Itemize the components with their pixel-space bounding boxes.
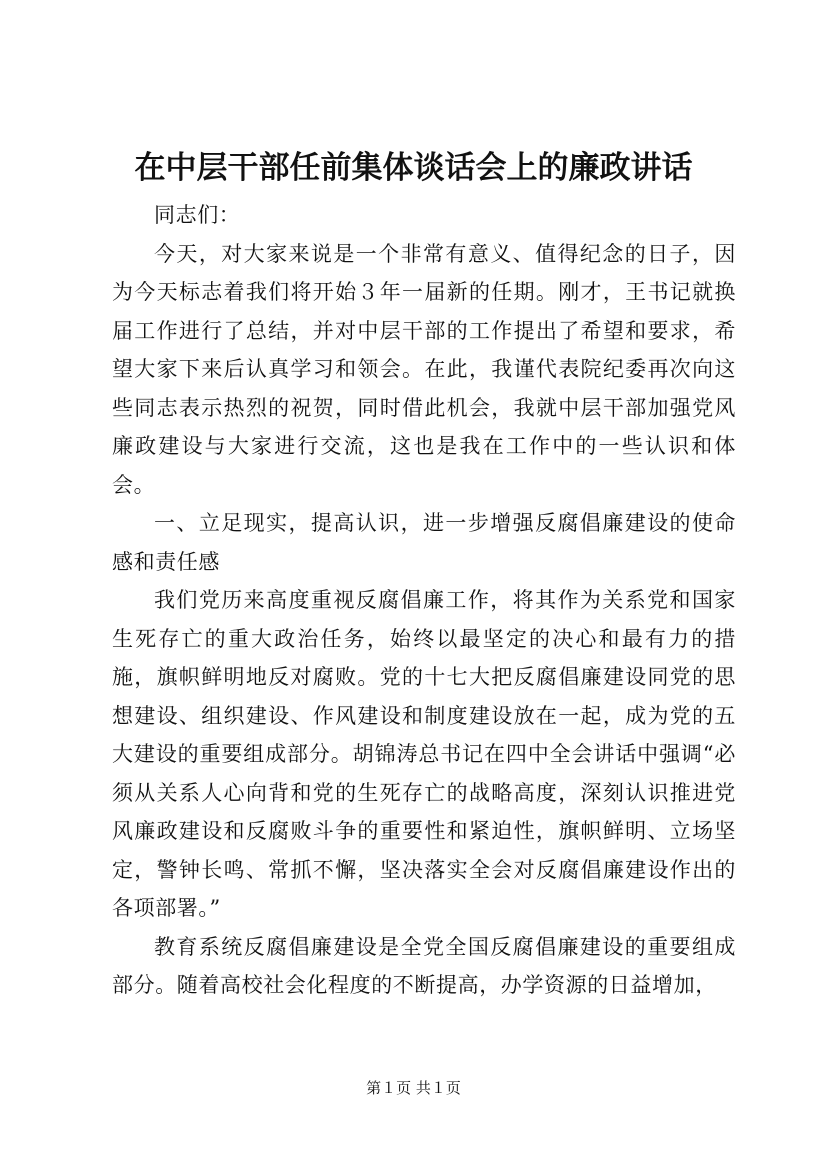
document-title: 在中层干部任前集体谈话会上的廉政讲话 [134, 150, 693, 186]
salutation-paragraph: 同志们： [154, 203, 241, 227]
page-number-footer: 第１页 共１页 [366, 1079, 461, 1097]
document-body [112, 196, 736, 1005]
intro-paragraph: 今天，对大家来说是一个非常有意义、值得纪念的日子，因为今天标志着我们将开始３年一届新的任期。刚才，王书记就换届工作进行了总结，并对中层干部的工作提出了希望和要求，希望大家下来后认真学习和领会。在此，我谨代表院纪委再次向这些同志表示热烈的祝贺，同时借此机会，我就中层干部加强党风廉政建设与大家进行交流，这也是我在工作中的一些认识和体会。 [112, 241, 736, 497]
body-paragraph: 我们党历来高度重视反腐倡廉工作，将其作为关系党和国家生死存亡的重大政治任务，始终以最坚定的决心和最有力的措施，旗帜鲜明地反对腐败。党的十七大把反腐倡廉建设同党的思想建设、组织建设、作风建设和制度建设放在一起，成为党的五大建设的重要组成部分。胡锦涛总书记在四中全会讲话中强调“必须从关系人心向背和党的生死存亡的战略高度，深刻认识推进党风廉政建设和反腐败斗争的重要性和紧迫性，旗帜鲜明、立场坚定，警钟长鸣、常抓不懈，坚决落实全会对反腐倡廉建设作出的各项部署。” [112, 588, 736, 920]
body-paragraph: 教育系统反腐倡廉建设是全党全国反腐倡廉建设的重要组成部分。随着高校社会化程度的不断提高，办学资源的日益增加， [112, 934, 736, 997]
section-heading: 一、立足现实，提高认识，进一步增强反腐倡廉建设的使命感和责任感 [112, 511, 736, 574]
